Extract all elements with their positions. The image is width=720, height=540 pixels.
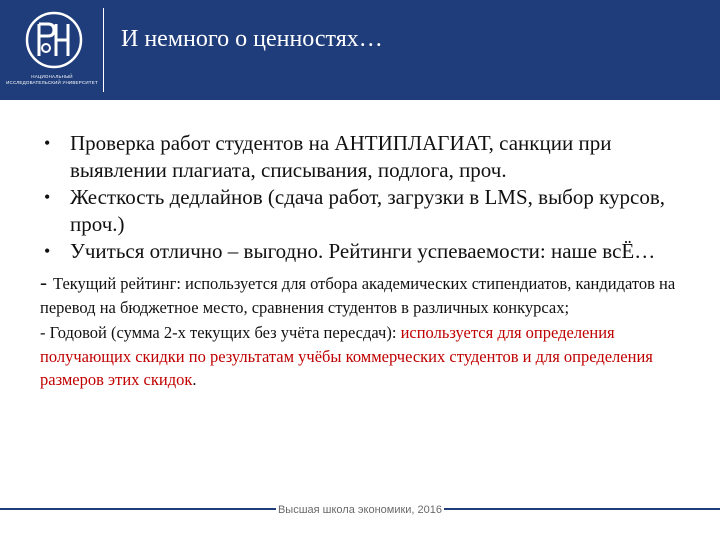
slide-title: И немного о ценностях… — [121, 26, 383, 52]
annual-rating-paragraph — [40, 321, 690, 392]
bullet-item — [40, 130, 690, 184]
logo-caption: НАЦИОНАЛЬНЫЙ ИССЛЕДОВАТЕЛЬСКИЙ УНИВЕРСИТЕТ — [6, 74, 98, 85]
bullet-list — [40, 130, 690, 265]
bullet-item — [40, 184, 690, 238]
bullet-text: Проверка работ студентов на АНТИПЛАГИАТ, санкции при выявлении плагиата, списывания, подлога, проч. — [70, 131, 612, 182]
paragraph-dash: - — [40, 270, 47, 294]
bullet-item — [40, 238, 690, 265]
footer — [0, 504, 720, 516]
bullet-text: Жесткость дедлайнов (сдача работ, загрузки в LMS, выбор курсов, проч.) — [70, 185, 666, 236]
bullet-dot-icon: • — [44, 187, 51, 207]
header-bar — [0, 0, 720, 100]
header-divider — [103, 8, 104, 92]
annual-rating-text: - Годовой (сумма 2-х текущих без учёта пересдач): — [40, 323, 401, 342]
slide-content — [40, 130, 690, 392]
bullet-text: Учиться отлично – выгодно. Рейтинги успеваемости: наше всЁ… — [70, 239, 656, 263]
current-rating-paragraph — [40, 271, 690, 319]
bullet-dot-icon: • — [44, 133, 51, 153]
annual-rating-highlight: используется для определения получающих скидки по результатам учёбы коммерческих студентов и для определения размеров этих скидок — [40, 323, 653, 389]
current-rating-text: Текущий рейтинг: используется для отбора академических стипендиатов, кандидатов на перевод на бюджетное место, сравнения студентов в различных конкурсах; — [40, 274, 676, 317]
bullet-dot-icon: • — [44, 241, 51, 261]
footer-text: Высшая школа экономики, 2016 — [277, 504, 443, 516]
annual-rating-end: . — [192, 370, 197, 389]
